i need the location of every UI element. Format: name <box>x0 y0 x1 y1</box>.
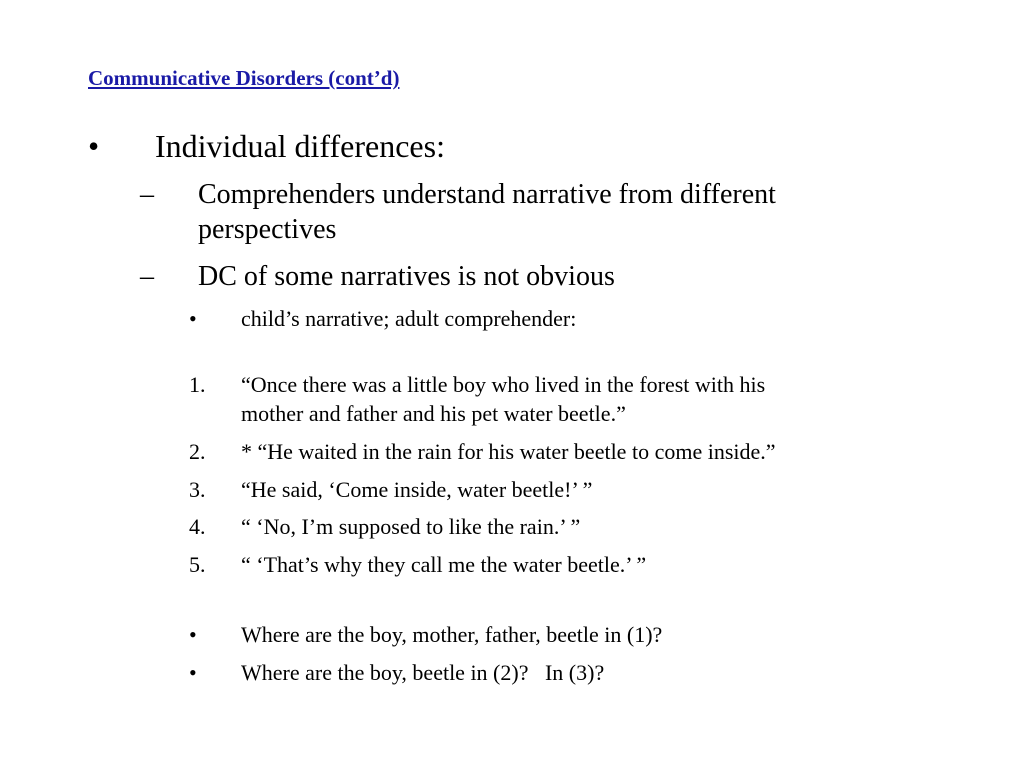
narrative-item-1-line1: “Once there was a little boy who lived in the forest with his <box>241 372 766 397</box>
item-number: 3. <box>189 477 206 502</box>
item-number: 1. <box>189 372 206 397</box>
slide-title: Communicative Disorders (cont’d) <box>88 66 400 90</box>
item-number: 4. <box>189 514 206 539</box>
narrative-item-3-line1: “He said, ‘Come inside, water beetle!’ ” <box>241 477 593 502</box>
narrative-item-5-line1: “ ‘That’s why they call me the water beetle.’ ” <box>241 552 647 577</box>
narrative-item-2-line1: * “He waited in the rain for his water beetle to come inside.” <box>241 439 776 464</box>
main-point-text: Individual differences: <box>155 128 445 164</box>
bullet-marker: • <box>189 660 197 685</box>
dash-marker: – <box>140 261 154 292</box>
item-number: 2. <box>189 439 206 464</box>
sub-point-1-line2: perspectives <box>198 214 337 245</box>
example-intro-text: child’s narrative; adult comprehender: <box>241 306 577 331</box>
item-number: 5. <box>189 552 206 577</box>
question-1-text: Where are the boy, mother, father, beetle in (1)? <box>241 622 663 647</box>
dash-marker: – <box>140 179 154 210</box>
bullet-marker: • <box>88 128 100 164</box>
bullet-marker: • <box>189 306 197 331</box>
narrative-item-1-line2: mother and father and his pet water beetle.” <box>241 401 626 426</box>
sub-point-1-line1: Comprehenders understand narrative from different <box>198 179 776 210</box>
question-2-text: Where are the boy, beetle in (2)? In (3)? <box>241 660 605 685</box>
sub-point-2-line1: DC of some narratives is not obvious <box>198 261 615 292</box>
narrative-item-4-line1: “ ‘No, I’m supposed to like the rain.’ ” <box>241 514 581 539</box>
bullet-marker: • <box>189 622 197 647</box>
